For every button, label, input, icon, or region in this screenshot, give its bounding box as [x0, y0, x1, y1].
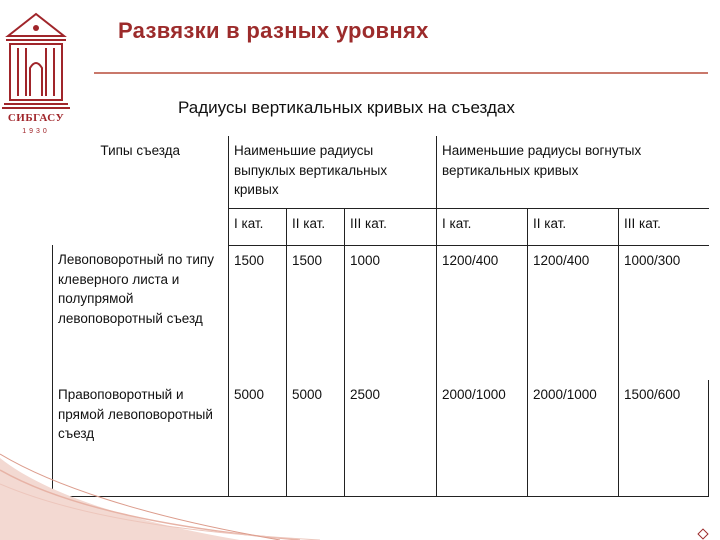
- table-header-row: [53, 136, 709, 208]
- category-cell: III кат.: [619, 208, 709, 245]
- logo-text: СИБГАСУ: [7, 112, 65, 124]
- title-divider: [94, 72, 708, 74]
- value-cell: 1500: [229, 245, 287, 380]
- value-cell: 1000/300: [619, 245, 709, 380]
- header-convex: Наименьшие радиусы выпуклых вертикальных кривых: [229, 136, 437, 208]
- university-logo: [0, 8, 72, 134]
- value-cell: 5000: [229, 380, 287, 496]
- value-cell: 2000/1000: [528, 380, 619, 496]
- table-row: [53, 380, 709, 496]
- category-cell: I кат.: [229, 208, 287, 245]
- value-cell: 2500: [345, 380, 437, 496]
- value-cell: 1500/600: [619, 380, 709, 496]
- value-cell: 1200/400: [528, 245, 619, 380]
- page-title: Развязки в разных уровнях: [118, 18, 429, 43]
- radii-table: [52, 136, 709, 497]
- category-cell: II кат.: [528, 208, 619, 245]
- value-cell: 2000/1000: [437, 380, 528, 496]
- category-cell: I кат.: [437, 208, 528, 245]
- header-type: Типы съезда: [100, 143, 181, 158]
- building-emblem-icon: [0, 8, 72, 112]
- logo-year: 1930: [22, 128, 50, 135]
- row-type-label: Левоповоротный по типу клеверного листа и полупрямой левоповоротный съезд: [53, 245, 229, 380]
- value-cell: 5000: [287, 380, 345, 496]
- value-cell: 1200/400: [437, 245, 528, 380]
- row-type-label: Правоповоротный и прямой левоповоротный съезд: [53, 380, 229, 496]
- category-cell: III кат.: [345, 208, 437, 245]
- table-caption: Радиусы вертикальных кривых на съездах: [178, 98, 515, 117]
- value-cell: 1000: [345, 245, 437, 380]
- value-cell: 1500: [287, 245, 345, 380]
- category-cell: II кат.: [287, 208, 345, 245]
- slide-bullet-icon: [697, 528, 708, 539]
- header-concave: Наименьшие радиусы вогнутых вертикальных кривых: [437, 136, 709, 208]
- table-row: [53, 245, 709, 380]
